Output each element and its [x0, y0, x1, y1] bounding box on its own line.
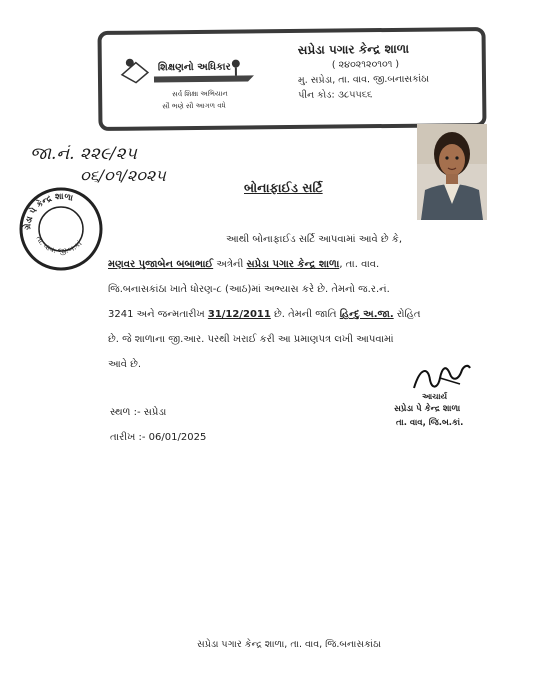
handwritten-date: ૦૬/૦૧/૨૦૨૫: [80, 166, 166, 185]
body-line-1: આથી બોનાફાઈડ સર્ટિ આપવામાં આવે છે કે,: [226, 234, 403, 245]
place-field: [110, 407, 166, 418]
reference-number: જા.નં. ૨૨૯/૨૫: [30, 144, 137, 164]
school-stamp: [16, 186, 106, 272]
logo-subtitle: સર્વ શિક્ષા અભિયાન: [172, 89, 228, 99]
school-address: મુ. સપ્રેડા, તા. વાવ. જી.બનાસકાંઠા: [297, 73, 430, 86]
stamp-text-bottom: તા. વાવ. જી.બ.કાં: [34, 234, 84, 256]
logo-tagline: સૌ ભણે સૌ આગળ વધે: [162, 101, 226, 111]
school-details: [298, 41, 479, 103]
school-pincode: પીન કોડ: ૩૮૫૫૬૬: [298, 89, 373, 101]
body-line-5: છે. જે શાળાના જી.આર. પરથી ખરાઈ કરી આ પ્રમાણપત્ર લખી આપવામાં: [108, 334, 394, 345]
student-name: મણવર પુજાબેન બબાભાઈ: [108, 259, 214, 270]
sarva-shiksha-logo: [118, 45, 259, 122]
body-line-4-c: રોહિત: [393, 309, 421, 320]
logo-title: શિક્ષણનો અધિકાર: [157, 61, 231, 74]
student-photo: [417, 124, 487, 220]
body-line-6: આવે છે.: [108, 359, 142, 370]
place-label: સ્થળ :-: [110, 407, 144, 418]
signature-label: આચાર્ય: [422, 392, 448, 401]
body-line-4-b: છે. તેમની જાતિ: [270, 309, 340, 320]
school-name: સપ્રેડા પગાર કેન્દ્ર શાળા: [297, 41, 410, 57]
certificate-title: બોનાફાઈડ સર્ટિ: [244, 180, 323, 195]
body-line-3: જિ.બનાસકાંઠા ખાતે ધોરણ-૮ (આઠ)માં અભ્યાસ કરે છે. તેમનો જ.ર.નં.: [108, 284, 390, 295]
date-field: [110, 432, 206, 443]
letterhead-box: [97, 27, 486, 131]
dise-code: ( ૨૪૦૨૧૨૦૧૦૧ ): [331, 58, 400, 71]
body-line-2: [108, 259, 478, 270]
footer-address: સપ્રેડા પગાર કેન્દ્ર શાળા, તા. વાવ, જિ.બનાસકાંઠા: [197, 639, 381, 650]
body-line-2-mid: અત્રેની: [213, 259, 247, 270]
signature-taluka: તા. વાવ, જિ.બ.કાં.: [396, 418, 464, 428]
school-name-inline: સપ્રેડા પગાર કેન્દ્ર શાળા: [246, 259, 340, 270]
stamp-text-top: ગ્રેડા પે કેન્દ્ર શાળા: [22, 191, 74, 231]
date-value: 06/01/2025: [148, 432, 207, 443]
svg-text:તા. વાવ. જી.બ.કાં: [34, 234, 83, 255]
body-line-4: [108, 309, 478, 320]
signature-mark: [410, 358, 472, 394]
body-line-2-end: , તા. વાવ.: [339, 259, 380, 270]
place-value: સપ્રેડા: [143, 407, 167, 418]
body-line-4-a: 3241 અને જન્મતારીખ: [108, 309, 208, 320]
date-label: તારીખ :-: [110, 432, 149, 443]
date-of-birth: 31/12/2011: [207, 309, 271, 320]
signature-school: સપ્રેડા પે કેન્દ્ર શાળા: [394, 404, 461, 414]
caste: હિન્દુ અ.જા.: [339, 309, 394, 320]
